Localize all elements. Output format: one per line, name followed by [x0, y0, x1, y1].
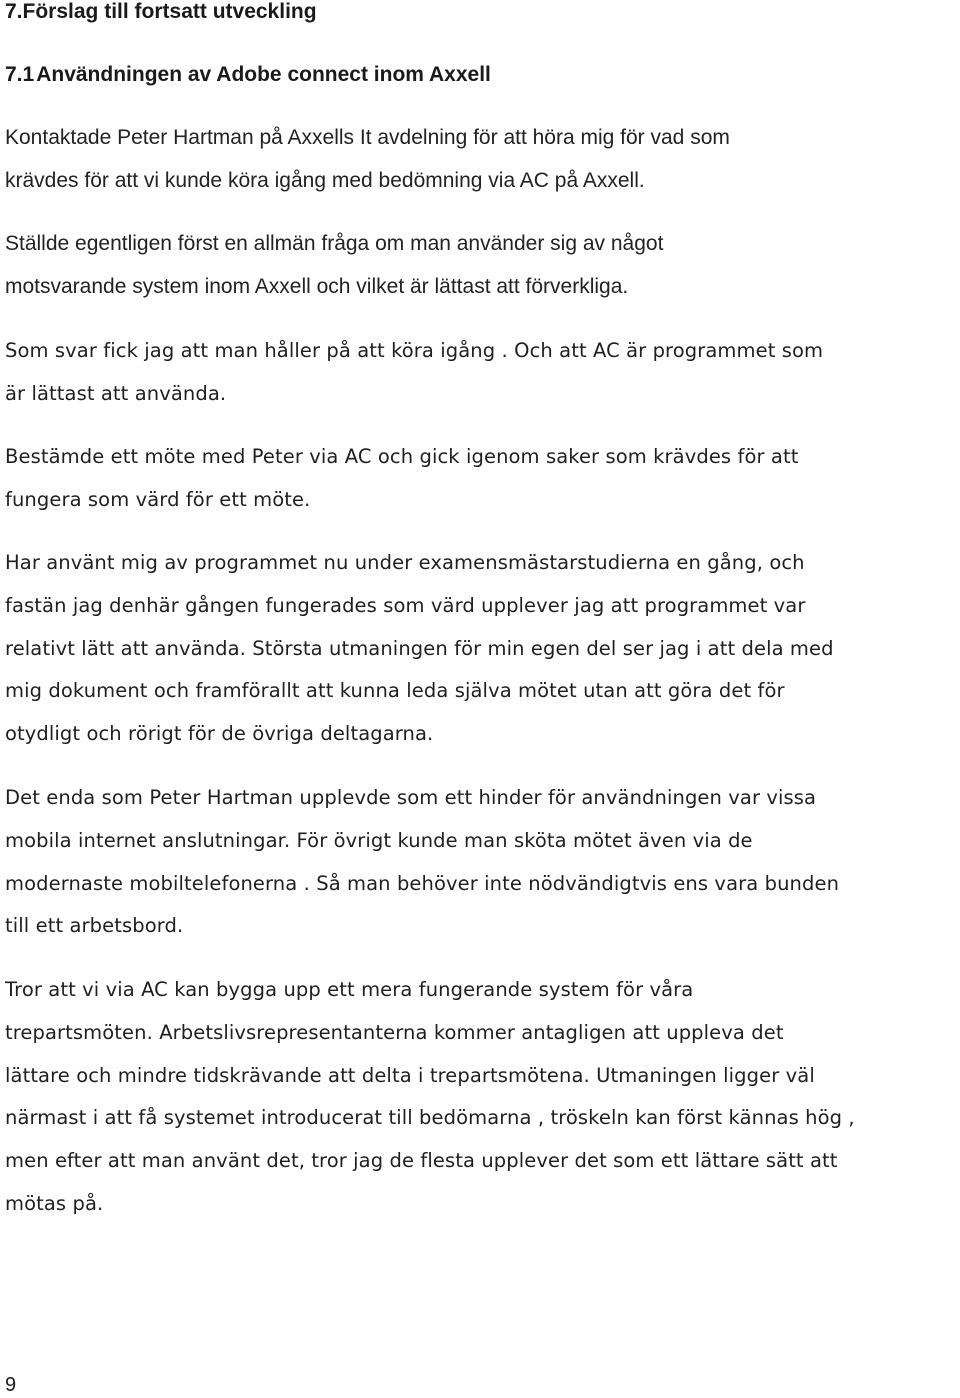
paragraph-line: Har använt mig av programmet nu under examensmästarstudierna en gång, och — [5, 551, 805, 574]
paragraph-line: Som svar fick jag att man håller på att köra igång . Och att AC är programmet som — [5, 339, 824, 362]
paragraph-line: men efter att man använt det, tror jag de flesta upplever det som ett lättare sätt att — [5, 1149, 838, 1172]
paragraph-line: Det enda som Peter Hartman upplevde som ett hinder för användningen var vissa — [5, 786, 817, 809]
subsection-heading — [5, 61, 491, 89]
paragraph-line: är lättast att använda. — [5, 382, 227, 405]
paragraph-line: fungera som värd för ett möte. — [5, 488, 311, 511]
paragraph-line: relativt lätt att använda. Största utmaningen för min egen del ser jag i att dela med — [5, 637, 834, 660]
paragraph-line: mig dokument och framförallt att kunna leda själva mötet utan att göra det för — [5, 679, 785, 702]
paragraph-line: mobila internet anslutningar. För övrigt kunde man sköta mötet även via de — [5, 829, 753, 852]
paragraph-line: Ställde egentligen först en allmän fråga om man använder sig av något — [5, 232, 664, 255]
paragraph-line: Bestämde ett möte med Peter via AC och gick igenom saker som krävdes för att — [5, 445, 799, 468]
paragraph-line: närmast i att få systemet introducerat till bedömarna , tröskeln kan först kännas hög , — [5, 1106, 855, 1129]
paragraph-line: Kontaktade Peter Hartman på Axxells It avdelning för att höra mig för vad som — [5, 126, 730, 149]
page-number: 9 — [5, 1374, 17, 1396]
paragraph-line: Tror att vi via AC kan bygga upp ett mera fungerande system för våra — [5, 978, 694, 1001]
paragraph-line: till ett arbetsbord. — [5, 914, 184, 937]
paragraph-line: fastän jag denhär gången fungerades som värd upplever jag att programmet var — [5, 594, 806, 617]
paragraph-line: lättare och mindre tidskrävande att delta i trepartsmötena. Utmaningen ligger väl — [5, 1064, 815, 1087]
paragraph-line: modernaste mobiltelefonerna . Så man behöver inte nödvändigtvis ens vara bunden — [5, 872, 840, 895]
subsection-number: 7.1 — [5, 63, 35, 86]
paragraph-line: trepartsmöten. Arbetslivsrepresentanterna kommer antagligen att uppleva det — [5, 1021, 784, 1044]
paragraph-line: krävdes för att vi kunde köra igång med bedömning via AC på Axxell. — [5, 169, 645, 192]
paragraph-line: motsvarande system inom Axxell och vilket är lättast att förverkliga. — [5, 275, 629, 298]
section-heading: 7.Förslag till fortsatt utveckling — [5, 0, 317, 23]
subsection-title: Användningen av Adobe connect inom Axxell — [36, 63, 491, 86]
paragraph-line: mötas på. — [5, 1192, 104, 1215]
paragraph-line: otydligt och rörigt för de övriga deltagarna. — [5, 722, 434, 745]
